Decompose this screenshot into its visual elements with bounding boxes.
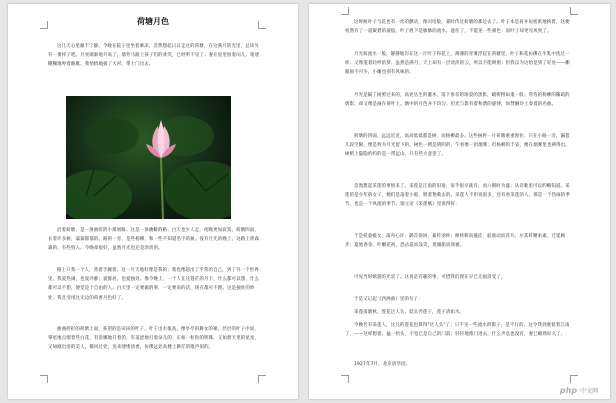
paragraph: 今晚若有采莲人，这儿的莲花也算得"过人头"了；只不见一些流水的影子，是不行的。这令我到底惦着江南了。——这样想着，猛一抬头，不觉已是自己的门前；轻轻地推门进去，什么声息也没有，妻已睡熟好久了。 (345, 323, 570, 338)
document-title: 荷塘月色 (137, 17, 169, 26)
paragraph: 沿着荷塘，是一条曲折的小煤屑路。这是一条幽僻的路；白天也少人走，夜晚更加寂寞。荷塘四面，长着许多树，蓊蓊郁郁的。路的一旁，是些杨柳，和一些不知道名字的树。没有月光的晚上，这路上阴森森的，有些怕人。今晚却很好，虽然月光也还是淡淡的。 (48, 228, 260, 252)
margin-mark-top-right (570, 7, 578, 15)
lotus-image-illustration (66, 96, 231, 219)
watermark-logo: php (559, 385, 578, 395)
paragraph: 曲曲折折的荷塘上面，弥望的是田田的叶子。叶子出水很高，像亭亭的舞女的裙。层层的叶子中间，零星地点缀着些白花，有袅娜地开着的，有羞涩地打着朵儿的；正如一粒粒的明珠，又如碧天里的星星，又如刚出浴的美人。微风过处，送来缕缕清香，仿佛远处高楼上渺茫的歌声似的。 (48, 327, 260, 351)
paragraph: 这时候叶子与花也有一丝的颤动，像闪电般，霎时传过荷塘的那边去了。叶子本是肩并肩密密地挨着，这便宛然有了一道凝碧的波痕。叶子底下是脉脉的流水，遮住了，不能见一些颜色；而叶子却更见风致了。 (345, 20, 570, 35)
margin-mark-bottom-left (40, 375, 48, 383)
paragraph: 这几天心里颇不宁静。今晚在院子里坐着乘凉，忽然想起日日走过的荷塘，在这满月的光里，总该另有一番样子吧。月亮渐渐地升高了，墙外马路上孩子们的欢笑，已经听不见了；妻在屋里拍着闰儿，迷迷糊糊地哼着眠歌。我悄悄地披了大衫，带上门出去。 (48, 44, 260, 68)
closing-date: 1927年7月，北京清华园。 (354, 362, 411, 367)
paragraph: 于是又记起《西洲曲》里的句子： (354, 297, 423, 302)
document-page-right (309, 4, 610, 399)
lotus-photo (66, 96, 231, 219)
paragraph: 月光如流水一般，静静地泻在这一片叶子和花上。薄薄的青雾浮起在荷塘里。叶子和花仿佛在牛乳中洗过一样；又像笼着轻纱的梦。虽然是满月，天上却有一层淡淡的云，所以不能朗照；但我以为这恰是到了好处——酣眠固不可少，小睡也别有风味的。 (345, 52, 570, 76)
margin-mark-top-left (341, 7, 349, 15)
paragraph: 荷塘的四面，远远近近，高高低低都是树，而杨柳最多。这些树将一片荷塘重重围住；只在小路一旁，漏着几段空隙，像是特为月光留下的。树色一例是阴阴的，乍看像一团烟雾；但杨柳的丰姿，便在烟雾里也辨得出。树梢上隐隐约约的是一带远山，只有些大意罢了。 (345, 134, 570, 158)
paragraph: 采莲南塘秋，莲花过人头；低头弄莲子，莲子清如水。 (354, 310, 465, 315)
document-page-left (8, 4, 298, 399)
watermark-label: 中文网 (580, 387, 599, 395)
paragraph: 路上只我一个人，背着手踱着。这一片天地好像是我的；我也像超出了平常的自己，到了另一个世界里。我爱热闹，也爱冷静；爱群居，也爱独处。像今晚上，一个人在这苍茫的月下，什么都可以想，什么都可以不想，便觉是个自由的人。白天里一定要做的事，一定要说的话，现在都可不理。这是独处的妙处，我且受用这无边的荷香月色好了。 (48, 268, 260, 301)
margin-mark-bottom-left (341, 375, 349, 383)
paragraph: 于是妖童媛女，荡舟心许；鹢首徐回，兼传羽杯；棹将移而藻挂，船欲动而萍开。尔其纤腰束素，迁延顾步；夏始春余，叶嫩花初，恐沾裳而浅笑，畏倾船而敛裾。 (345, 234, 566, 249)
paragraph: 忽然想起采莲的事情来了。采莲是江南的旧俗，似乎很早就有，而六朝时为盛；从诗歌里可以约略知道。采莲的是少年的女子，她们是荡着小船，唱着艳歌去的。采莲人不用说很多，还有看采莲的人。那是一个热闹的季节，也是一个风流的季节。梁元帝《采莲赋》里说得好： (345, 184, 570, 208)
margin-mark-bottom-right (570, 375, 578, 383)
site-watermark (550, 383, 608, 397)
paragraph: 可见当时嬉游的光景了。这真是有趣的事，可惜我们现在早已无福消受了。 (354, 275, 506, 280)
paragraph: 月光是隔了树照过来的，高处丛生的灌木，落下参差的斑驳的黑影，峭楞楞如鬼一般；弯弯的杨柳的稀疏的倩影，却又像是画在荷叶上。塘中的月色并不均匀；但光与影有着和谐的旋律，如梵婀玲上奏着的名曲。 (345, 93, 570, 108)
